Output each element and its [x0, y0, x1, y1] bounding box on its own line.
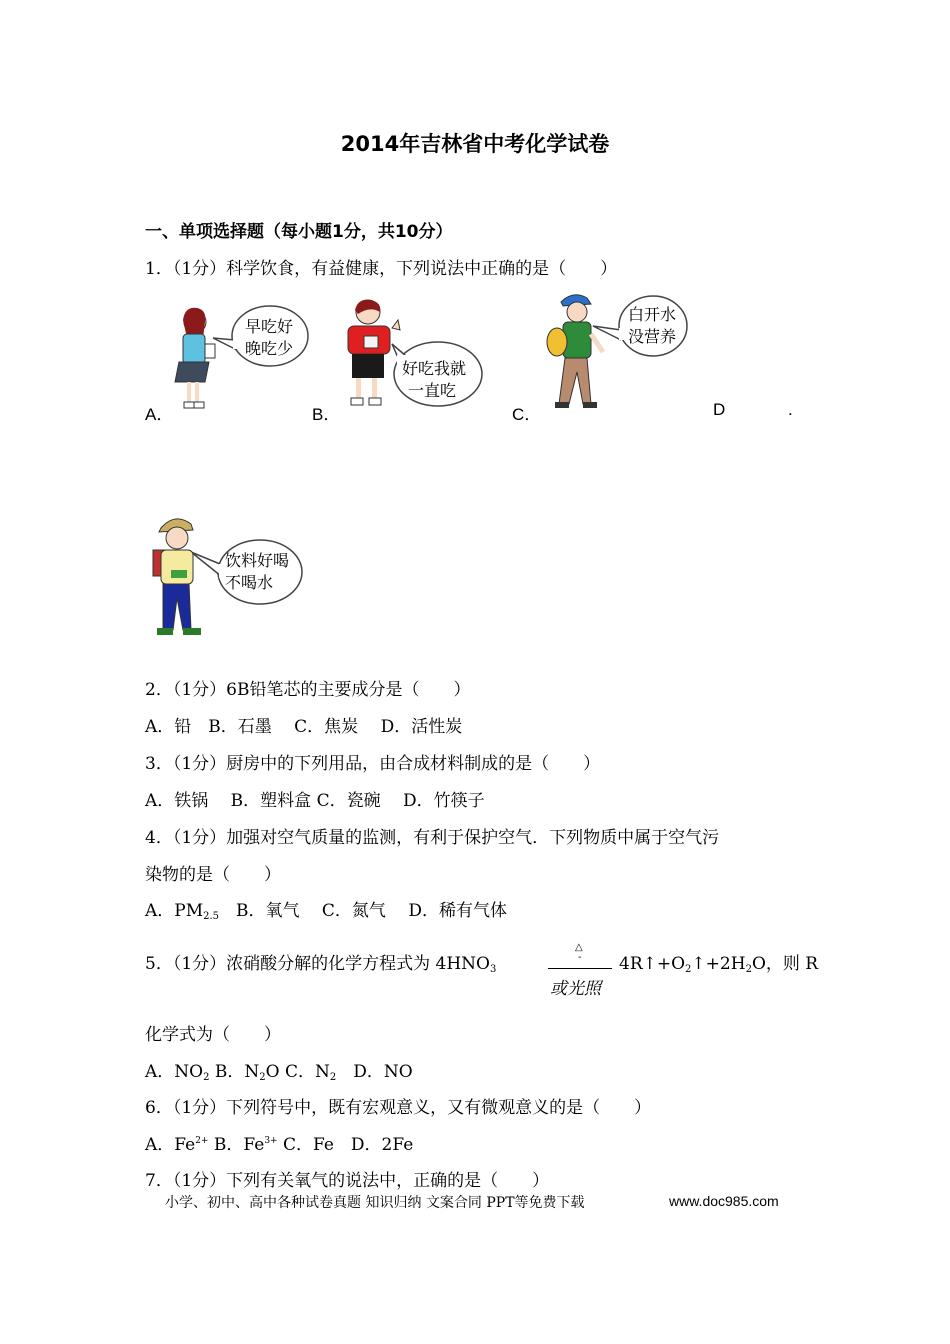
bubble-a-line2: 晚吃少	[245, 339, 294, 358]
q5-option-b-sub: 2	[259, 1072, 266, 1083]
q4-option-a-subscript: 2.5	[203, 911, 220, 922]
q4-option-a: A．PM	[145, 901, 204, 921]
boy-drink-illustration	[145, 512, 310, 642]
question-6-options	[145, 1130, 413, 1155]
q6-option-b-sup: 3+	[264, 1136, 278, 1146]
question-4-stem-line1: 4．（1分）加强对空气质量的监测，有利于保护空气．下列物质中属于空气污	[145, 828, 720, 848]
bubble-d-line2: 不喝水	[225, 573, 274, 592]
question-4-options	[145, 896, 507, 922]
q1-option-d-dot: .	[788, 400, 793, 419]
q5-products	[619, 949, 818, 975]
q5-option-c: O C．N	[265, 1062, 330, 1082]
question-4-stem-line2: 染物的是（ ）	[145, 865, 281, 885]
q5-option-d: D．NO	[336, 1062, 413, 1082]
q5-reaction-line	[548, 968, 612, 969]
q5-condition-bottom: 或光照	[550, 979, 601, 999]
footer-url[interactable]: www.doc985.com	[669, 1193, 779, 1209]
q5-stem-text: 5．（1分）浓硝酸分解的化学方程式为 4HNO	[145, 954, 490, 974]
q1-option-a-label: A．	[145, 405, 174, 424]
boy-book-illustration	[340, 298, 490, 413]
q5-product-b: ↑+2H	[691, 954, 746, 974]
bubble-c-line2: 没营养	[628, 327, 677, 346]
q5-option-b: B．N	[209, 1062, 260, 1082]
bubble-b-line2: 一直吃	[408, 381, 457, 400]
question-5-options	[145, 1057, 413, 1083]
bubble-b-line1: 好吃我就	[402, 359, 467, 378]
section-heading: 一、单项选择题（每小题1分，共10分）	[145, 222, 453, 242]
q5-condition-mid: -	[578, 952, 582, 963]
q5-product-a: 4R↑+O	[619, 954, 686, 974]
q5-option-c-sub: 2	[329, 1072, 337, 1083]
q1-option-d-label: D	[713, 400, 726, 419]
bubble-a-line1: 早吃好	[245, 317, 294, 336]
q5-product-c: O，则 R	[751, 954, 819, 974]
q5-sub-3: 3	[490, 964, 497, 975]
girl-illustration	[165, 298, 315, 418]
hiker-illustration	[543, 290, 693, 415]
q1-option-b-label: B．	[312, 405, 341, 424]
question-7-stem: 7．（1分）下列有关氧气的说法中，正确的是（ ）	[145, 1171, 550, 1191]
q6-option-a: A．Fe	[145, 1135, 196, 1155]
q6-option-a-sup: 2+	[195, 1136, 209, 1146]
q6-option-b: B．Fe	[208, 1135, 265, 1155]
q1-option-c-label: C．	[512, 405, 542, 424]
q4-options-rest: B．氧气 C．氮气 D．稀有气体	[219, 901, 507, 921]
question-5-stem-start	[145, 949, 496, 975]
q5-sub-2a: 2	[685, 964, 692, 975]
q6-options-rest: C．Fe D．2Fe	[277, 1135, 414, 1155]
bubble-d-line1: 饮料好喝	[225, 551, 290, 570]
question-3-options: A．铁锅 B．塑料盒 C．瓷碗 D．竹筷子	[145, 791, 485, 811]
page-title: 2014年吉林省中考化学试卷	[340, 132, 610, 156]
q5-sub-2b: 2	[745, 964, 752, 975]
question-3-stem: 3．（1分）厨房中的下列用品，由合成材料制成的是（ ）	[145, 754, 601, 774]
question-2-options: A．铅 B．石墨 C．焦炭 D．活性炭	[145, 717, 463, 737]
bubble-c-line1: 白开水	[628, 305, 677, 324]
question-2-stem: 2．（1分）6B铅笔芯的主要成分是（ ）	[145, 680, 471, 700]
q5-option-a: A．NO	[145, 1062, 204, 1082]
footer-text: 小学、初中、高中各种试卷真题 知识归纳 文案合同 PPT等免费下载	[165, 1195, 585, 1211]
question-5-stem-line2: 化学式为（ ）	[145, 1025, 281, 1045]
question-1-stem: 1．（1分）科学饮食，有益健康，下列说法中正确的是（ ）	[145, 259, 618, 279]
q5-option-a-sub: 2	[203, 1072, 210, 1083]
q5-condition-top: △	[575, 942, 583, 953]
question-6-stem: 6．（1分）下列符号中，既有宏观意义，又有微观意义的是（ ）	[145, 1098, 652, 1118]
